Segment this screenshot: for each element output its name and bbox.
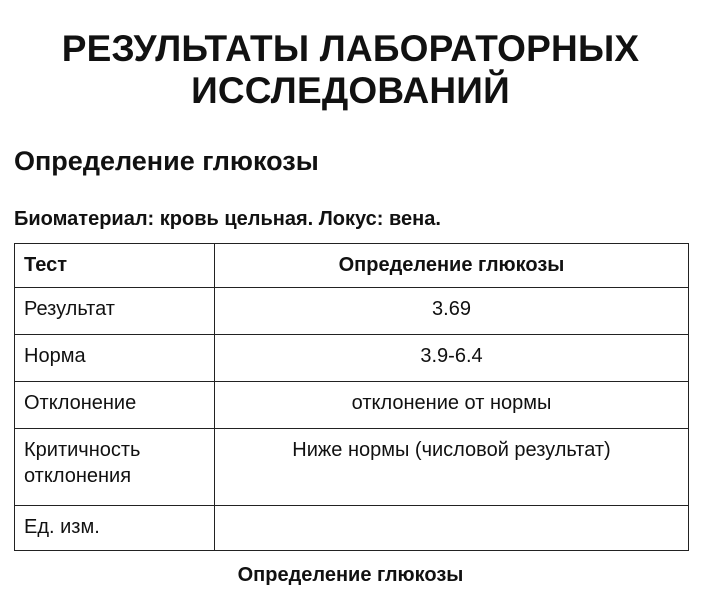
header-label-cell: Тест — [15, 244, 215, 288]
table-row-deviation — [15, 382, 689, 429]
row-label-cell: Норма — [15, 335, 215, 382]
header-value-cell: Определение глюкозы — [215, 244, 689, 288]
row-label-cell: Ед. изм. — [15, 506, 215, 551]
row-label-cell: Результат — [15, 288, 215, 335]
row-value-cell: 3.69 — [215, 288, 689, 335]
row-label-cell: Отклонение — [15, 382, 215, 429]
table-row-units — [15, 506, 689, 551]
table-caption: Определение глюкозы — [237, 564, 464, 586]
row-value-cell — [215, 506, 689, 551]
row-value-cell: отклонение от нормы — [215, 382, 689, 429]
row-value-cell: Ниже нормы (числовой результат) — [215, 429, 689, 506]
row-value-cell: 3.9-6.4 — [215, 335, 689, 382]
row-label-cell: Критичность отклонения — [15, 429, 215, 506]
table-row-result — [15, 288, 689, 335]
table-header-row — [15, 244, 689, 288]
results-table — [14, 243, 689, 551]
page-title-line-1: РЕЗУЛЬТАТЫ ЛАБОРАТОРНЫХ — [61, 28, 640, 69]
biomaterial-text: Биоматериал: кровь цельная. Локус: вена. — [14, 208, 441, 230]
table-row-criticality — [15, 429, 689, 506]
page-title-line-2: ИССЛЕДОВАНИЙ — [191, 70, 510, 111]
section-title: Определение глюкозы — [14, 146, 319, 176]
table-row-norm — [15, 335, 689, 382]
page-title — [0, 28, 701, 112]
